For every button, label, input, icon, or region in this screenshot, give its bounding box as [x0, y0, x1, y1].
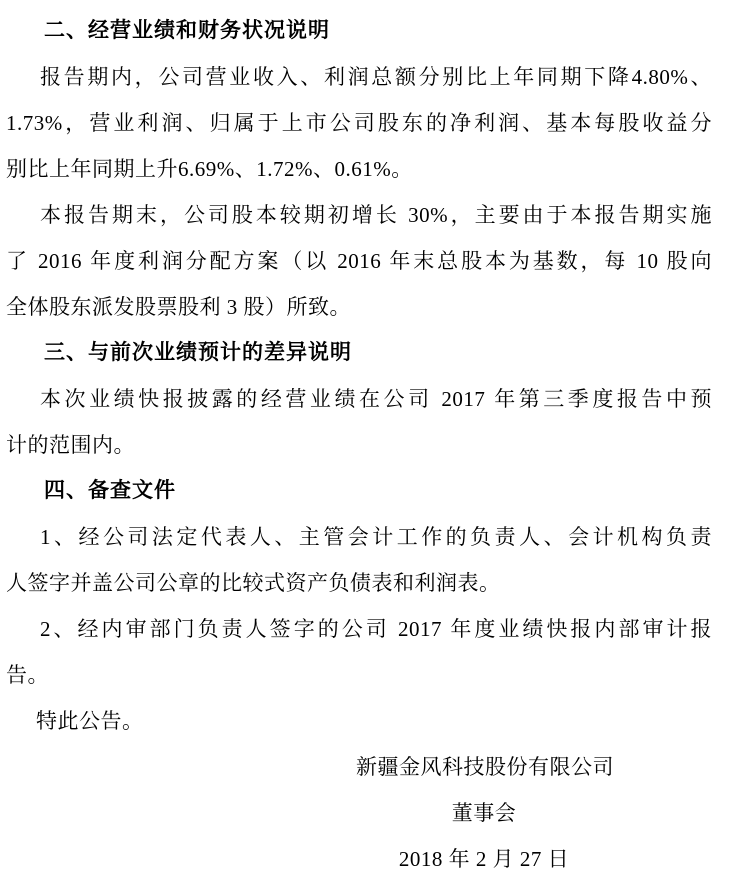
- signature-company-name: 新疆金风科技股份有限公司: [356, 755, 614, 779]
- signature-block: [356, 744, 612, 882]
- doc-line: 人签字并盖公司公章的比较式资产负债表和利润表。: [6, 571, 501, 595]
- signature-board-of-directors: 董事会: [451, 801, 517, 825]
- paragraph-share-capital: [6, 192, 712, 330]
- section-heading-operating-results: 二、经营业绩和财务状况说明: [44, 19, 330, 42]
- doc-line: 2、经内审部门负责人签字的公司 2017 年度业绩快报内部审计报: [40, 617, 712, 641]
- doc-line: 告。: [6, 663, 49, 687]
- paragraph-item-2: [6, 606, 712, 698]
- section-heading-forecast-difference: 三、与前次业绩预计的差异说明: [44, 341, 352, 364]
- paragraph-forecast-range: [6, 376, 712, 468]
- doc-line: 1.73%，营业利润、归属于上市公司股东的净利润、基本每股收益分: [6, 111, 712, 135]
- doc-line: 本次业绩快报披露的经营业绩在公司 2017 年第三季度报告中预: [40, 387, 712, 411]
- doc-line: 了 2016 年度利润分配方案（以 2016 年末总股本为基数，每 10 股向: [6, 249, 712, 273]
- doc-line: 本报告期末，公司股本较期初增长 30%，主要由于本报告期实施: [40, 203, 712, 227]
- doc-line: 计的范围内。: [6, 433, 135, 457]
- doc-line: 1、经公司法定代表人、主管会计工作的负责人、会计机构负责: [40, 525, 712, 549]
- doc-line: 别比上年同期上升6.69%、1.72%、0.61%。: [6, 157, 413, 181]
- paragraph-item-1: [6, 514, 712, 606]
- signature-date: 2018 年 2 月 27 日: [398, 847, 570, 871]
- closing-statement: 特此公告。: [36, 709, 144, 733]
- doc-line: 报告期内，公司营业收入、利润总额分别比上年同期下降4.80%、: [40, 65, 712, 89]
- section-heading-reference-documents: 四、备查文件: [44, 479, 176, 502]
- doc-line: 全体股东派发股票股利 3 股）所致。: [6, 295, 351, 319]
- paragraph-revenue-profit: [6, 54, 712, 192]
